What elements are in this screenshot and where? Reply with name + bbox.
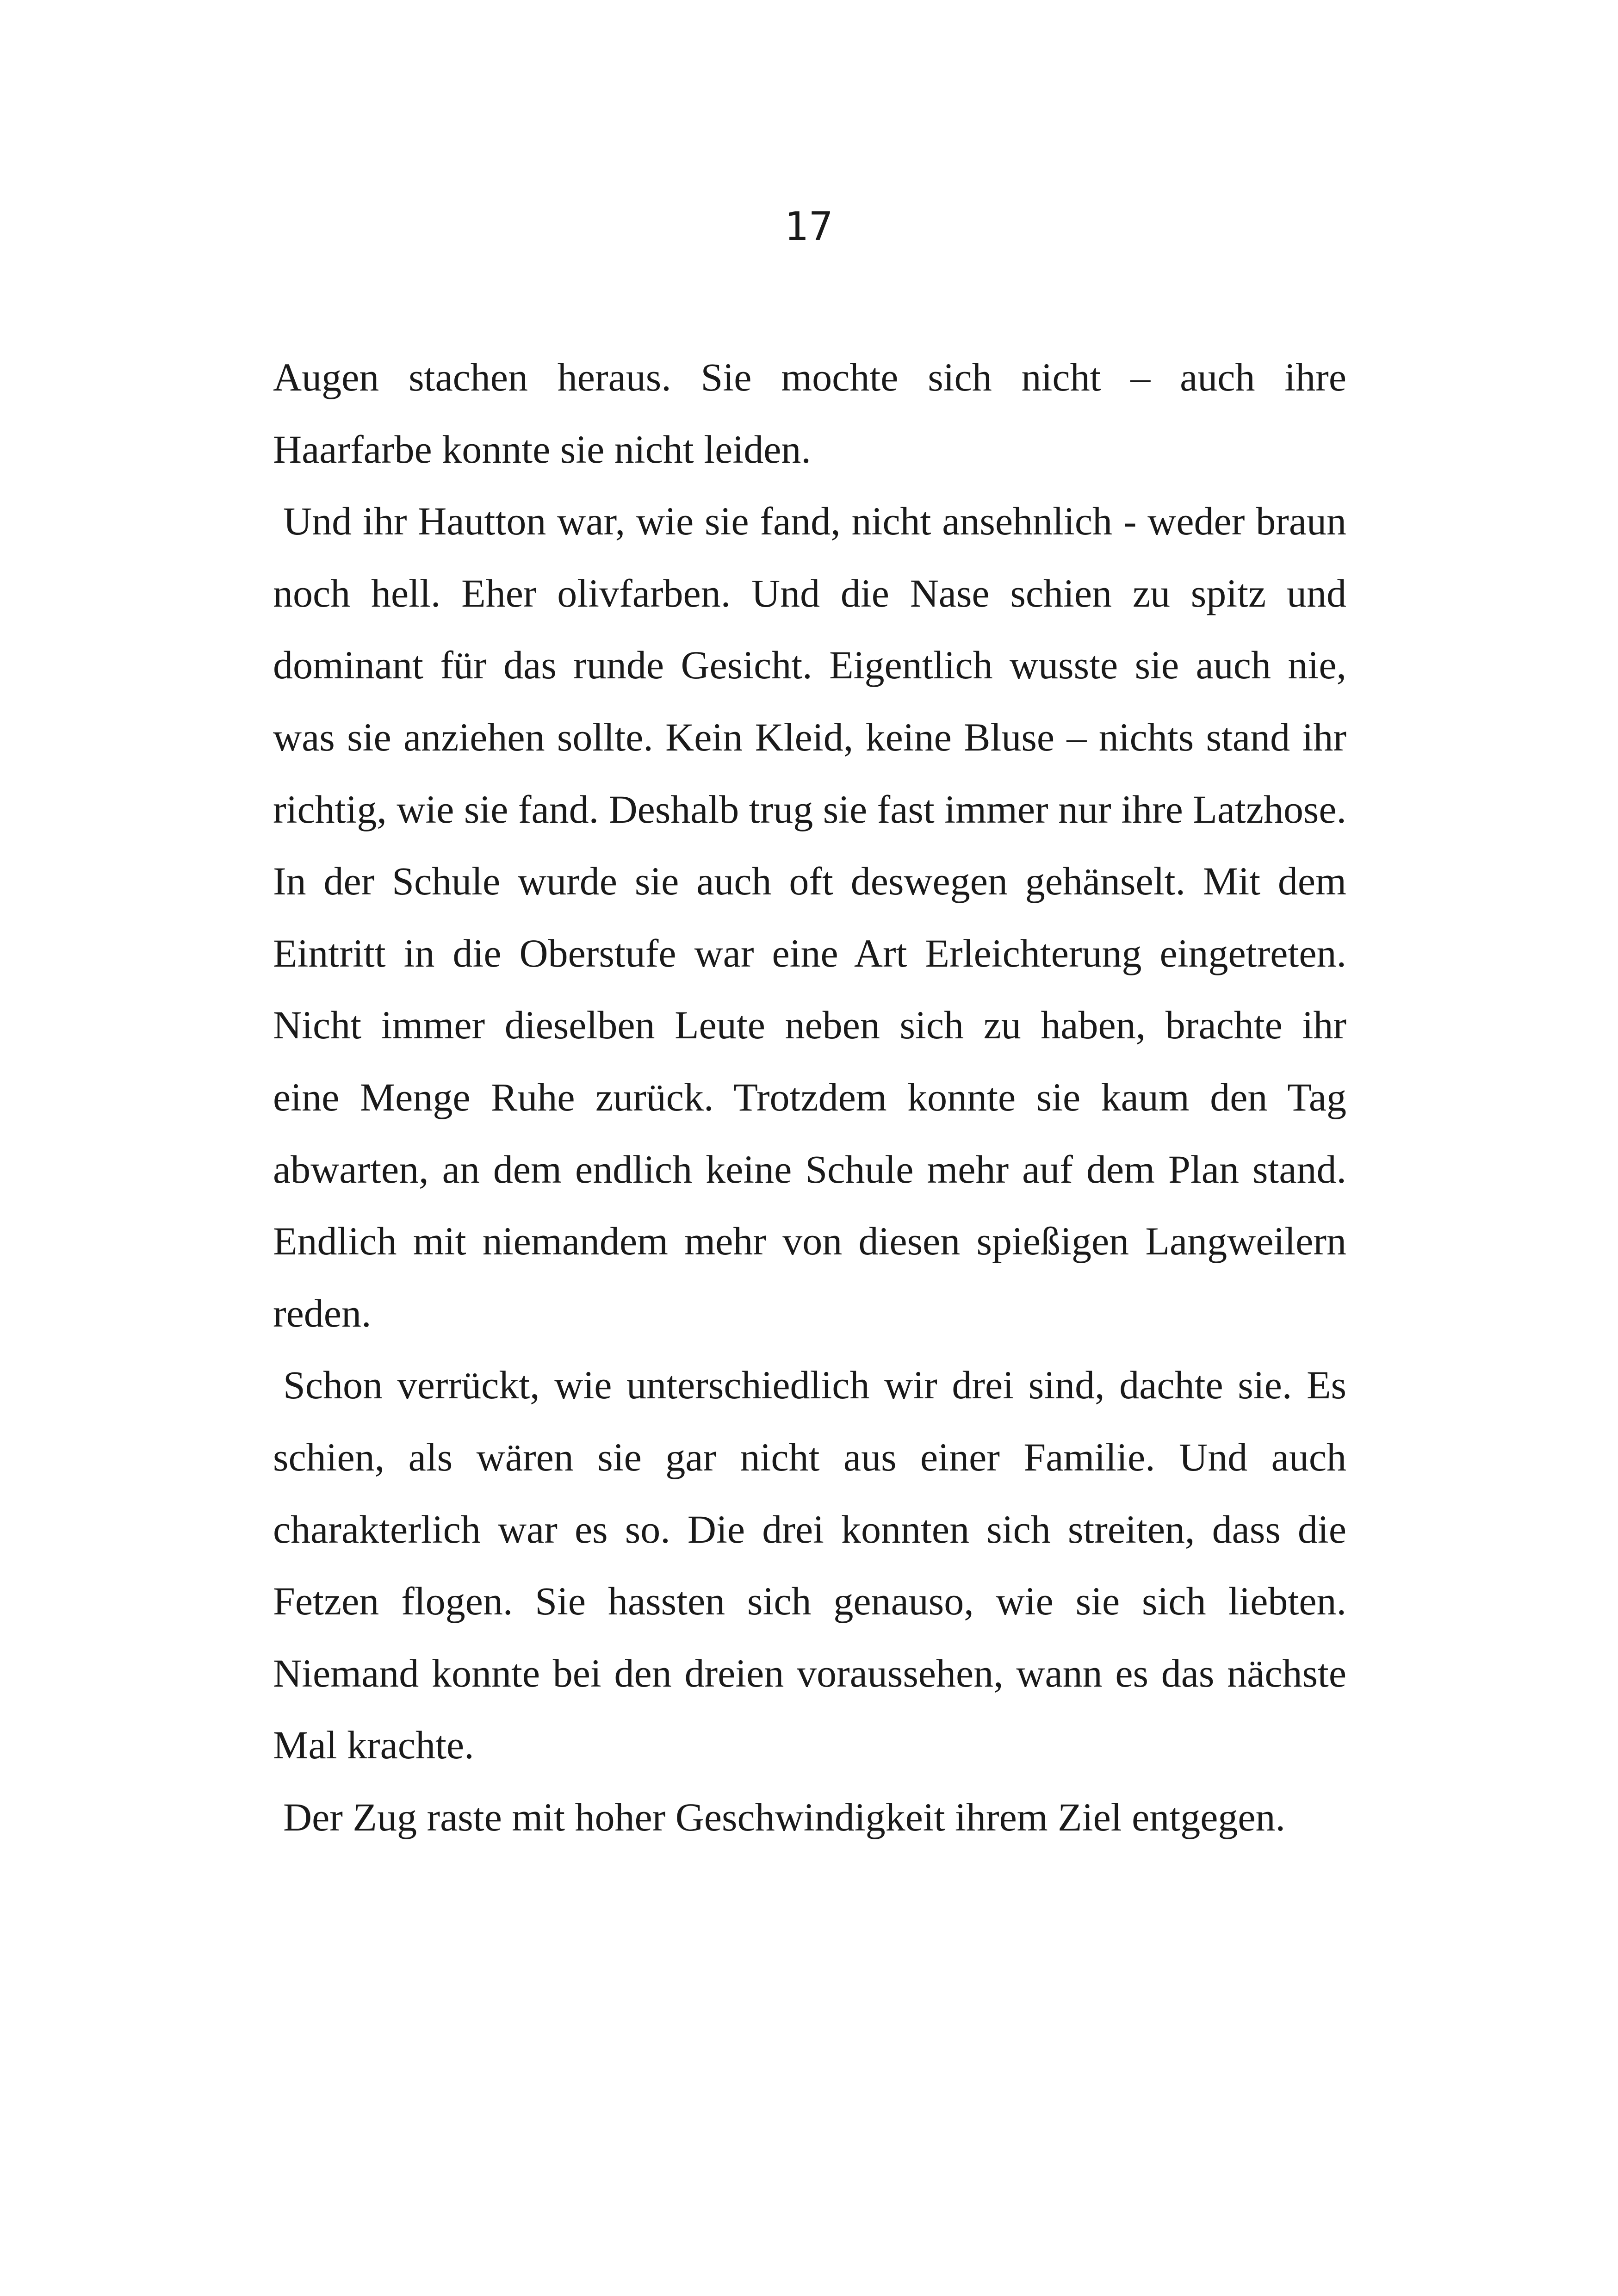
text-line: charakterlich war es so. Die drei konnten sich streiten, dass die bbox=[273, 1507, 1346, 1551]
text-line: reden. bbox=[273, 1291, 372, 1335]
text-line: schien, als wären sie gar nicht aus einer Familie. Und auch bbox=[273, 1434, 1346, 1479]
text-line: Der Zug raste mit hoher Geschwindigkeit ihrem Ziel entgegen. bbox=[283, 1794, 1286, 1839]
text-line: Eintritt in die Oberstufe war eine Art Erleichterung eingetreten. bbox=[273, 931, 1346, 975]
text-line: Endlich mit niemandem mehr von diesen spießigen Langweilern bbox=[273, 1219, 1346, 1264]
text-line: richtig, wie sie fand. Deshalb trug sie fast immer nur ihre Latzhose. bbox=[273, 787, 1346, 832]
text-line: noch hell. Eher olivfarben. Und die Nase schien zu spitz und bbox=[273, 571, 1346, 615]
text-line: Nicht immer dieselben Leute neben sich zu haben, brachte ihr bbox=[273, 1003, 1346, 1048]
text-line: eine Menge Ruhe zurück. Trotzdem konnte sie kaum den Tag bbox=[273, 1074, 1346, 1119]
text-line: Augen stachen heraus. Sie mochte sich nicht – auch ihre bbox=[273, 355, 1346, 399]
text-line: Haarfarbe konnte sie nicht leiden. bbox=[273, 427, 811, 472]
text-line: was sie anziehen sollte. Kein Kleid, keine Bluse – nichts stand ihr bbox=[273, 714, 1346, 759]
text-line: In der Schule wurde sie auch oft deswegen gehänselt. Mit dem bbox=[273, 859, 1346, 904]
text-line: Niemand konnte bei den dreien voraussehen, wann es das nächste bbox=[273, 1651, 1346, 1695]
text-line: Mal krachte. bbox=[273, 1723, 474, 1768]
text-line: abwarten, an dem endlich keine Schule mehr auf dem Plan stand. bbox=[273, 1147, 1346, 1191]
text-line: Schon verrückt, wie unterschiedlich wir drei sind, dachte sie. Es bbox=[283, 1363, 1346, 1408]
text-line: Und ihr Hautton war, wie sie fand, nicht ansehnlich - weder braun bbox=[283, 499, 1346, 544]
text-line: Fetzen flogen. Sie hassten sich genauso, wie sie sich liebten. bbox=[273, 1579, 1346, 1624]
page-number: 17 bbox=[784, 204, 834, 250]
text-line: dominant für das runde Gesicht. Eigentlich wusste sie auch nie, bbox=[273, 643, 1346, 688]
body-text bbox=[273, 341, 1346, 1853]
